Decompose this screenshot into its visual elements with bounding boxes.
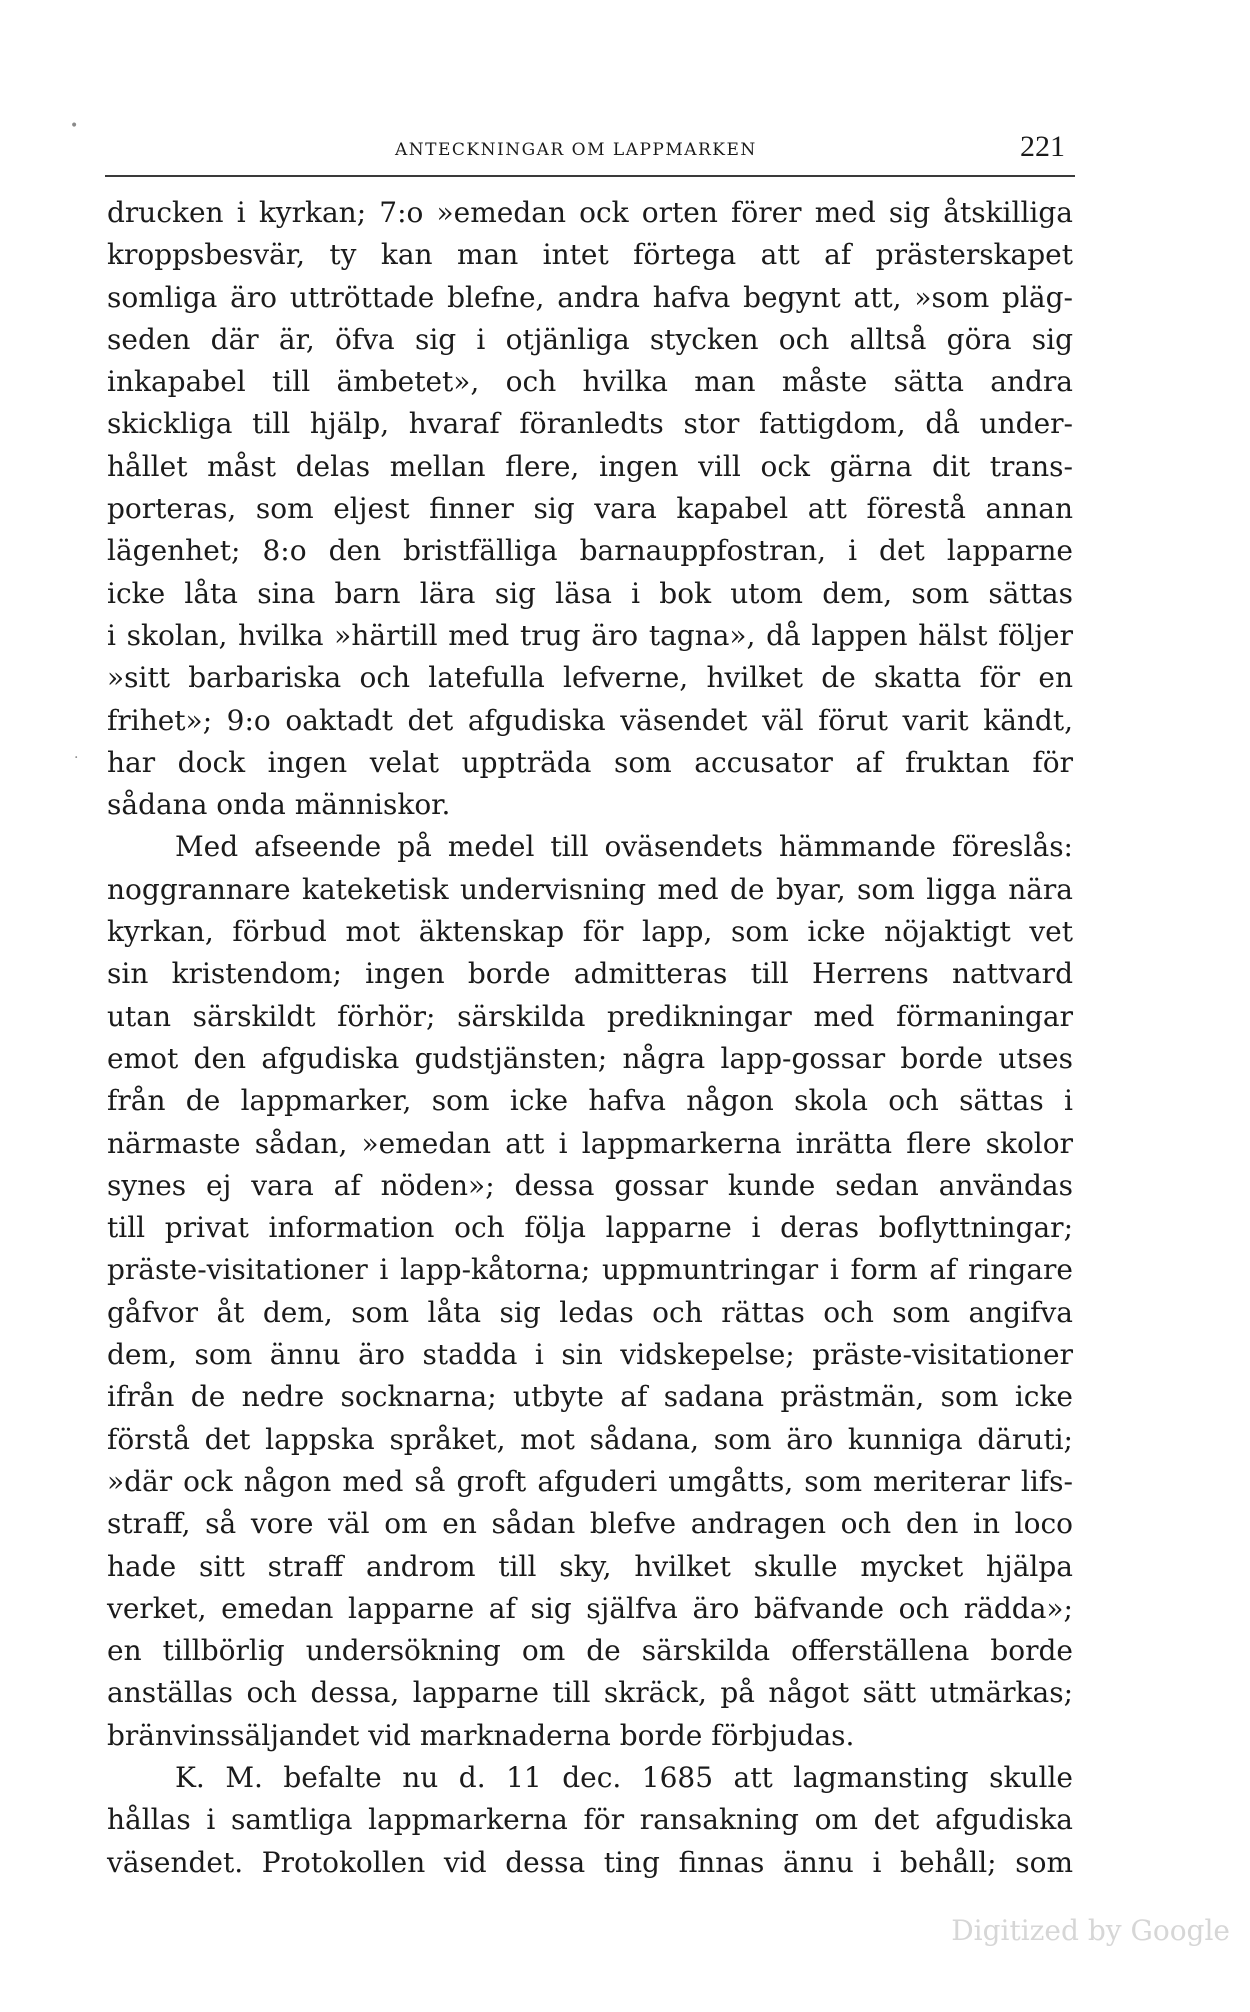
text-line: drucken i kyrkan; 7:o »emedan ock orten förer med sig åtskilliga [107,196,1073,229]
text-line: sin kristendom; ingen borde admitteras till Herrens nattvard [107,957,1073,991]
text-line: gåfvor åt dem, som låta sig ledas och rättas och som angifva [107,1295,1073,1329]
header-rule [105,175,1075,177]
text-line: hållas i samtliga lappmarkerna för ransakning om det afgudiska [107,1803,1073,1837]
text-line: noggrannare kateketisk undervisning med de byar, som ligga nära [107,872,1073,906]
text-line: hade sitt straff androm till sky, hvilket skulle mycket hjälpa [107,1549,1073,1583]
text-line: utan särskildt förhör; särskilda predikningar med förmaningar [107,999,1073,1033]
text-line: kroppsbesvär, ty kan man intet förtega att af prästerskapet [107,238,1073,272]
text-line: skickliga till hjälp, hvaraf föranledts stor fattigdom, då under- [107,407,1073,441]
text-line: straff, så vore väl om en sådan blefve andragen och den in loco [107,1507,1073,1541]
digitization-watermark: Digitized by Google [951,1914,1230,1947]
text-line: närmaste sådan, »emedan att i lappmarkerna inrätta flere skolor [107,1126,1073,1160]
text-line: kyrkan, förbud mot äktenskap för lapp, som icke nöjaktigt vet [107,915,1073,949]
text-line: emot den afgudiska gudstjänsten; några lapp-gossar borde utses [107,1041,1073,1075]
text-line: ifrån de nedre socknarna; utbyte af sadana prästmän, som icke [107,1380,1073,1414]
text-line: K. M. befalte nu d. 11 dec. 1685 att lagmansting skulle [175,1760,1073,1794]
text-line: bränvinssäljandet vid marknaderna borde förbjudas. [107,1718,855,1752]
text-line: hållet måst delas mellan flere, ingen vill ock gärna dit trans- [107,449,1073,483]
text-line: anställas och dessa, lapparne till skräck, på något sätt utmärkas; [107,1676,1073,1710]
text-line: Med afseende på medel till oväsendets hämmande föreslås: [175,830,1073,864]
text-line: »sitt barbariska och latefulla lefverne, hvilket de skatta för en [107,661,1073,695]
text-line: en tillbörlig undersökning om de särskilda offerställena borde [107,1634,1073,1668]
text-line: dem, som ännu äro stadda i sin vidskepelse; präste-visitationer [107,1338,1073,1372]
text-line: förstå det lappska språket, mot sådana, som äro kunniga däruti; [107,1422,1073,1456]
text-line: lägenhet; 8:o den bristfälliga barnauppfostran, i det lapparne [107,534,1073,568]
page-number: 221 [1020,130,1065,163]
text-line: sådana onda människor. [107,788,451,822]
text-line: frihet»; 9:o oaktadt det afgudiska väsendet väl förut varit kändt, [107,703,1073,737]
text-line: verket, emedan lapparne af sig själfva äro bäfvande och rädda»; [107,1591,1073,1625]
text-line: »där ock någon med så groft afguderi umgåtts, som meriterar lifs- [107,1464,1073,1498]
text-line: präste-visitationer i lapp-kåtorna; uppmuntringar i form af ringare [107,1253,1073,1287]
margin-speck: • [70,118,79,134]
text-line: icke låta sina barn lära sig läsa i bok utom dem, som sättas [107,576,1073,610]
page-header [105,128,1075,168]
text-line: synes ej vara af nöden»; dessa gossar kunde sedan användas [107,1168,1073,1202]
text-line: somliga äro uttröttade blefne, andra hafva begynt att, »som pläg- [107,280,1073,314]
text-line: från de lappmarker, som icke hafva någon skola och sättas i [107,1084,1073,1118]
text-line: seden där är, öfva sig i otjänliga stycken och alltså göra sig [107,322,1073,356]
body-text [107,192,1073,1884]
text-line: porteras, som eljest finner sig vara kapabel att förestå annan [107,492,1073,526]
text-line: väsendet. Protokollen vid dessa ting finnas ännu i behåll; som [107,1845,1073,1879]
text-line: har dock ingen velat uppträda som accusator af fruktan för [107,745,1073,779]
text-line: inkapabel till ämbetet», och hvilka man måste sätta andra [107,365,1073,399]
text-line: i skolan, hvilka »härtill med trug äro tagna», då lappen hälst följer [107,618,1073,652]
text-line: till privat information och följa lapparne i deras boflyttningar; [107,1211,1073,1245]
running-title: ANTECKNINGAR OM LAPPMARKEN [395,140,757,160]
margin-speck: · [74,750,79,766]
